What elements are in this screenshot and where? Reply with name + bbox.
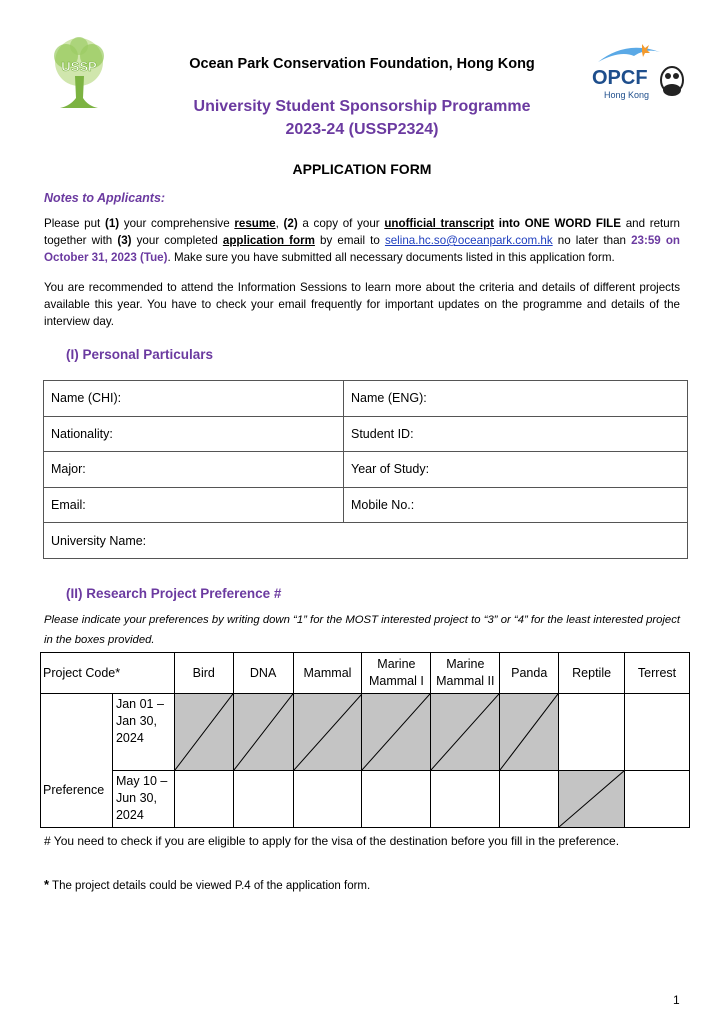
- notes-heading: Notes to Applicants:: [44, 191, 166, 205]
- preference-cell[interactable]: [625, 771, 690, 828]
- application-form-term: application form: [222, 234, 315, 247]
- diagonal-strike: [294, 694, 362, 770]
- mobile-no-field[interactable]: Mobile No.:: [344, 487, 688, 523]
- opcf-logo-text: OPCF: [592, 67, 648, 89]
- year-of-study-field[interactable]: Year of Study:: [344, 452, 688, 488]
- table-row: [44, 381, 688, 417]
- project-code-header: Project Code*: [41, 653, 175, 694]
- university-name-field[interactable]: University Name:: [44, 523, 688, 559]
- preference-cell[interactable]: [233, 771, 293, 828]
- table-row: [44, 416, 688, 452]
- preference-cell[interactable]: [625, 694, 690, 771]
- unavailable-cell: [174, 694, 233, 771]
- personal-particulars-heading: (I) Personal Particulars: [66, 347, 214, 362]
- table-row: [44, 523, 688, 559]
- table-row: [41, 771, 690, 828]
- period-dates: May 10 – Jun 30, 2024: [112, 771, 174, 828]
- project-header-panda: Panda: [500, 653, 559, 694]
- table-row: [41, 694, 690, 771]
- opcf-logo-subtext: Hong Kong: [604, 90, 650, 100]
- table-row: [41, 653, 690, 694]
- period-dates: Jan 01 – Jan 30, 2024: [112, 694, 174, 771]
- preference-cell[interactable]: [559, 694, 625, 771]
- unavailable-cell: [293, 694, 362, 771]
- programme-title: University Student Sponsorship Programme: [193, 98, 531, 115]
- email-field[interactable]: Email:: [44, 487, 344, 523]
- preference-cell[interactable]: [431, 771, 500, 828]
- table-row: [44, 452, 688, 488]
- project-header-marine-mammal-1: Marine Mammal I: [362, 653, 431, 694]
- project-header-dna: DNA: [233, 653, 293, 694]
- name-eng-field[interactable]: Name (ENG):: [344, 381, 688, 417]
- programme-year: 2023-24 (USSP2324): [285, 121, 439, 138]
- unavailable-cell: [362, 694, 431, 771]
- unavailable-cell: [233, 694, 293, 771]
- preference-instruction: Please indicate your preferences by writing down “1” for the MOST interested project to “3” or “4” for the least interested project in the boxes provided.: [44, 614, 680, 646]
- preference-cell[interactable]: [500, 771, 559, 828]
- diagonal-strike: [559, 771, 624, 827]
- notes-paragraph-1: Please put (1) your comprehensive resume, (2) a copy of your unofficial transcript into ONE WORD FILE and return together with (3) your completed application form by email to selina.hc.so@oceanpark.com.hk no later than 23:59 on October 31, 2023 (Tue). Make sure you have submitted all necessary documents listed in this application form.: [44, 217, 681, 264]
- transcript-term: unofficial transcript: [384, 217, 495, 230]
- project-header-reptile: Reptile: [559, 653, 625, 694]
- diagonal-strike: [175, 694, 233, 770]
- deadline: 23:59 on October 31, 2023 (Tue): [44, 234, 680, 264]
- preference-cell[interactable]: [362, 771, 431, 828]
- research-preference-heading: (II) Research Project Preference #: [66, 586, 282, 601]
- nationality-field[interactable]: Nationality:: [44, 416, 344, 452]
- resume-term: resume: [234, 217, 276, 230]
- unavailable-cell: [500, 694, 559, 771]
- diagonal-strike: [362, 694, 430, 770]
- diagonal-strike: [500, 694, 558, 770]
- personal-particulars-table: [43, 380, 688, 559]
- contact-email-link[interactable]: selina.hc.so@oceanpark.com.hk: [384, 234, 553, 247]
- notes-paragraph-2: You are recommended to attend the Information Sessions to learn more about the criteria and details of different projects available this year. You have to check your email frequently for important updates on the programme and details of the interview day.: [44, 281, 680, 328]
- ussp-logo-text: USSP: [61, 59, 97, 74]
- unavailable-cell: [559, 771, 625, 828]
- preference-cell[interactable]: [174, 771, 233, 828]
- project-header-terrest: Terrest: [625, 653, 690, 694]
- unavailable-cell: [431, 694, 500, 771]
- name-chi-field[interactable]: Name (CHI):: [44, 381, 344, 417]
- table-row: [44, 487, 688, 523]
- page-number: 1: [673, 993, 680, 1007]
- project-header-mammal: Mammal: [293, 653, 362, 694]
- visa-footnote: # You need to check if you are eligible to apply for the visa of the destination before you fill in the preference.: [44, 834, 620, 848]
- project-header-marine-mammal-2: Marine Mammal II: [431, 653, 500, 694]
- organization-name: Ocean Park Conservation Foundation, Hong Kong: [189, 56, 535, 72]
- diagonal-strike: [234, 694, 293, 770]
- student-id-field[interactable]: Student ID:: [344, 416, 688, 452]
- major-field[interactable]: Major:: [44, 452, 344, 488]
- project-preference-table: [40, 652, 690, 828]
- form-title: APPLICATION FORM: [292, 161, 432, 177]
- diagonal-strike: [431, 694, 499, 770]
- project-details-footnote: * The project details could be viewed P.4 of the application form.: [44, 877, 371, 892]
- preference-label: Preference: [41, 694, 113, 828]
- preference-cell[interactable]: [293, 771, 362, 828]
- project-header-bird: Bird: [174, 653, 233, 694]
